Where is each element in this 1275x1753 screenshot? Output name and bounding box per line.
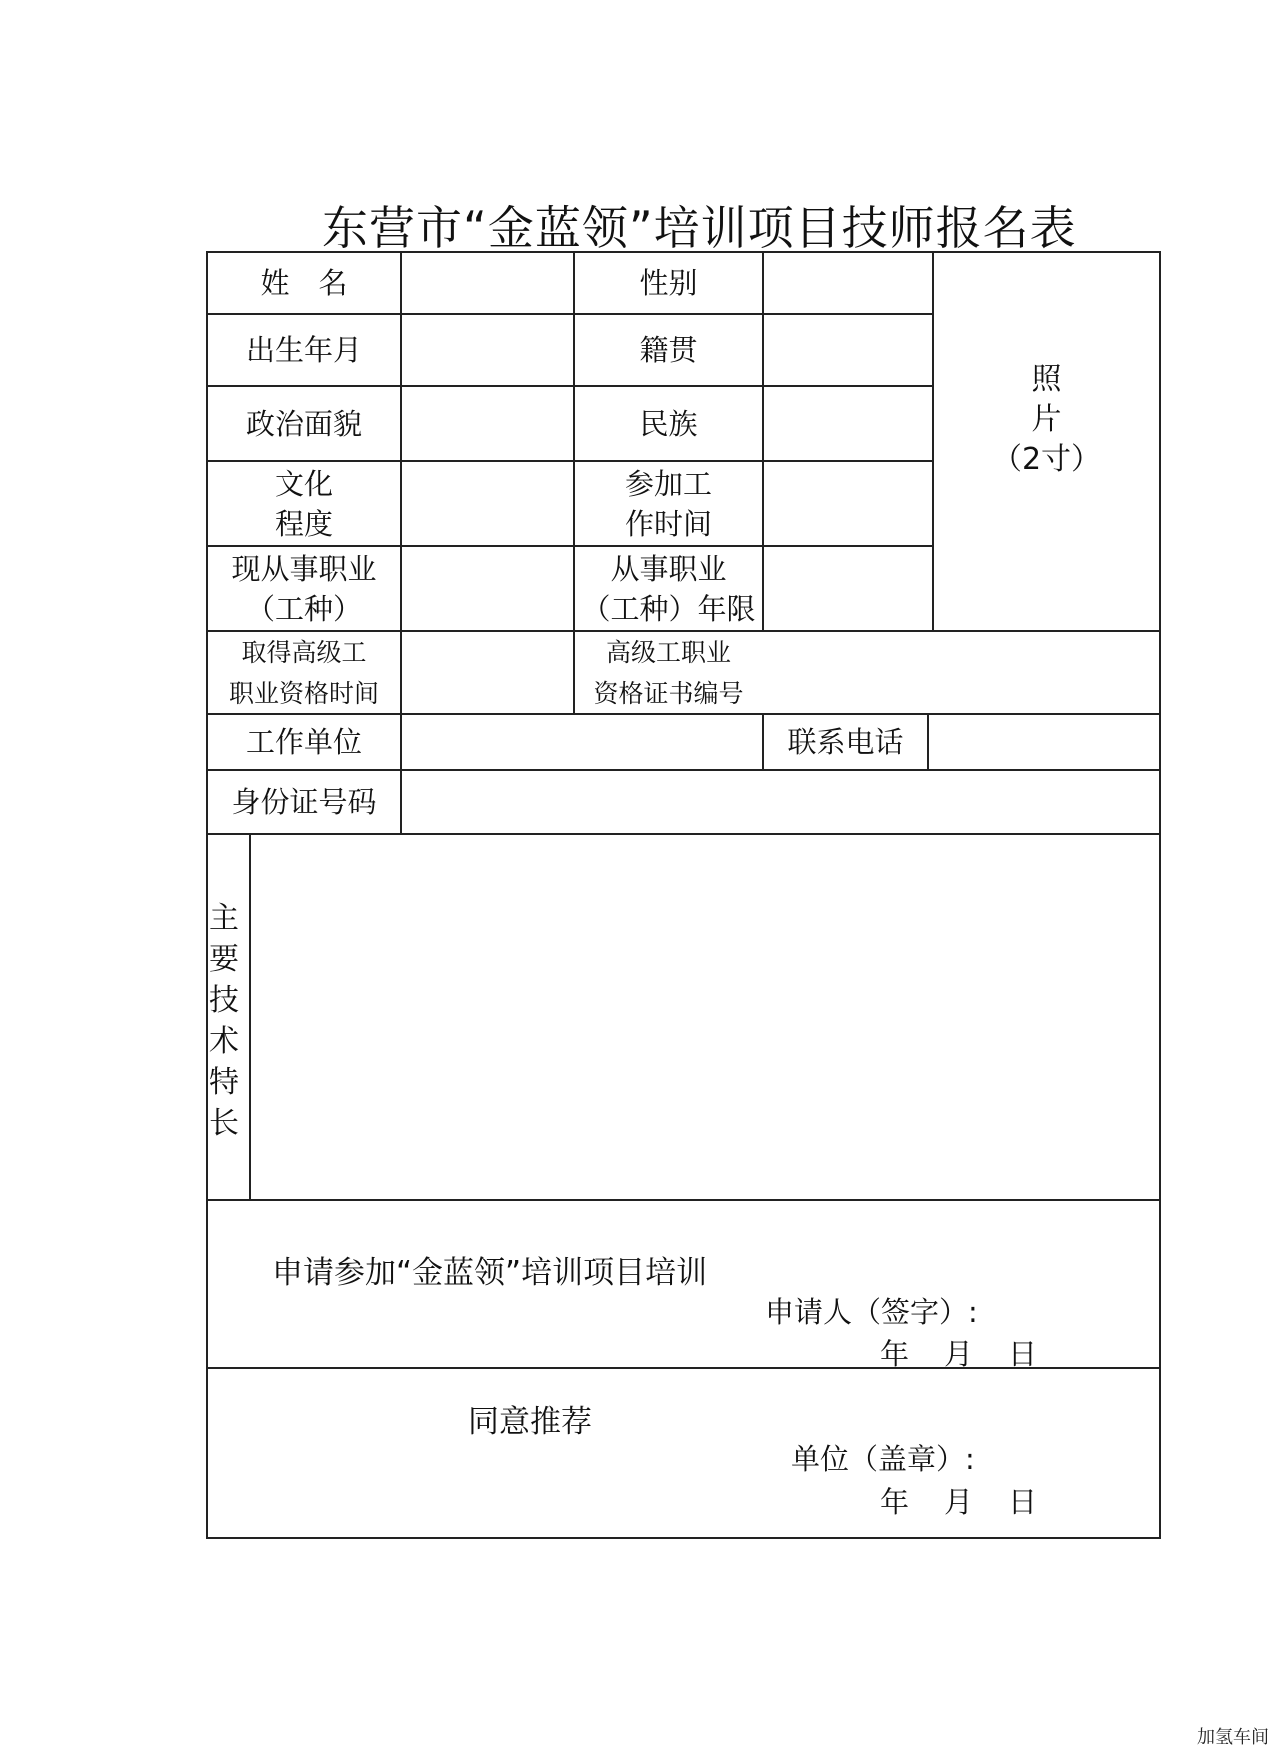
employer-label: 工作单位 <box>245 725 362 759</box>
photo-placeholder[interactable] <box>933 350 1160 490</box>
senior-cert-label-line1: 高级工职业 <box>605 637 731 667</box>
senior-time-field[interactable] <box>402 632 573 713</box>
unit-seal-field[interactable] <box>985 1435 1155 1475</box>
political-field[interactable] <box>402 387 573 460</box>
gender-label: 性别 <box>639 266 698 300</box>
phone-label: 联系电话 <box>787 725 904 759</box>
photo-label-line1: 照 <box>1031 362 1062 397</box>
watermark: 加氢车间 <box>1197 1727 1269 1748</box>
phone-field[interactable] <box>929 715 1159 769</box>
hometown-field[interactable] <box>764 315 932 385</box>
ethnicity-label: 民族 <box>639 406 698 441</box>
work-start-label-line1: 参加工 <box>624 466 712 501</box>
recommendation-date: 年 月 日 <box>880 1485 1041 1519</box>
senior-time-label <box>207 631 401 714</box>
senior-cert-label <box>574 631 763 714</box>
hometown-label: 籍贯 <box>639 333 698 367</box>
id-field[interactable] <box>402 771 1159 833</box>
occupation-label-line2: （工种） <box>245 591 362 626</box>
senior-cert-label-line2: 资格证书编号 <box>593 678 744 708</box>
applicant-signature-field[interactable] <box>985 1288 1155 1328</box>
occupation-years-label-line1: 从事职业 <box>610 551 727 586</box>
application-date: 年 月 日 <box>880 1337 1041 1371</box>
occupation-years-field[interactable] <box>764 547 932 630</box>
employer-field[interactable] <box>402 715 762 769</box>
ethnicity-field[interactable] <box>764 387 932 460</box>
senior-time-label-line2: 职业资格时间 <box>228 678 379 708</box>
senior-cert-field[interactable] <box>764 632 1159 713</box>
political-label: 政治面貌 <box>245 406 362 441</box>
id-label: 身份证号码 <box>231 785 377 819</box>
work-start-label-line2: 作时间 <box>624 506 712 541</box>
name-label: 姓 名 <box>260 266 348 300</box>
gender-field[interactable] <box>764 253 932 313</box>
occupation-field[interactable] <box>402 547 573 630</box>
education-label-line2: 程度 <box>274 506 333 541</box>
applicant-signature-label: 申请人（签字）: <box>765 1295 978 1329</box>
senior-time-label-line1: 取得高级工 <box>241 637 367 667</box>
occupation-label <box>207 546 401 631</box>
education-label-line1: 文化 <box>274 466 333 501</box>
occupation-label-line1: 现从事职业 <box>231 551 377 586</box>
occupation-years-label-line2: （工种）年限 <box>581 591 756 626</box>
work-start-label <box>574 461 763 546</box>
skills-field[interactable] <box>251 835 1159 1199</box>
photo-label-line3: （2寸） <box>991 442 1102 477</box>
education-field[interactable] <box>402 462 573 545</box>
recommendation-statement: 同意推荐 <box>468 1404 592 1440</box>
birth-field[interactable] <box>402 315 573 385</box>
photo-label-line2: 片 <box>1031 402 1062 437</box>
birth-label: 出生年月 <box>245 333 362 367</box>
work-start-field[interactable] <box>764 462 932 545</box>
occupation-years-label <box>574 546 763 631</box>
application-statement: 申请参加“金蓝领”培训项目培训 <box>272 1255 708 1291</box>
education-label <box>207 461 401 546</box>
name-field[interactable] <box>402 253 573 313</box>
unit-seal-label: 单位（盖章）: <box>791 1442 975 1476</box>
skills-label: 主 要 技 术 特 长 <box>209 901 239 1141</box>
form-title: 东营市“金蓝领”培训项目技师报名表 <box>322 201 1077 255</box>
